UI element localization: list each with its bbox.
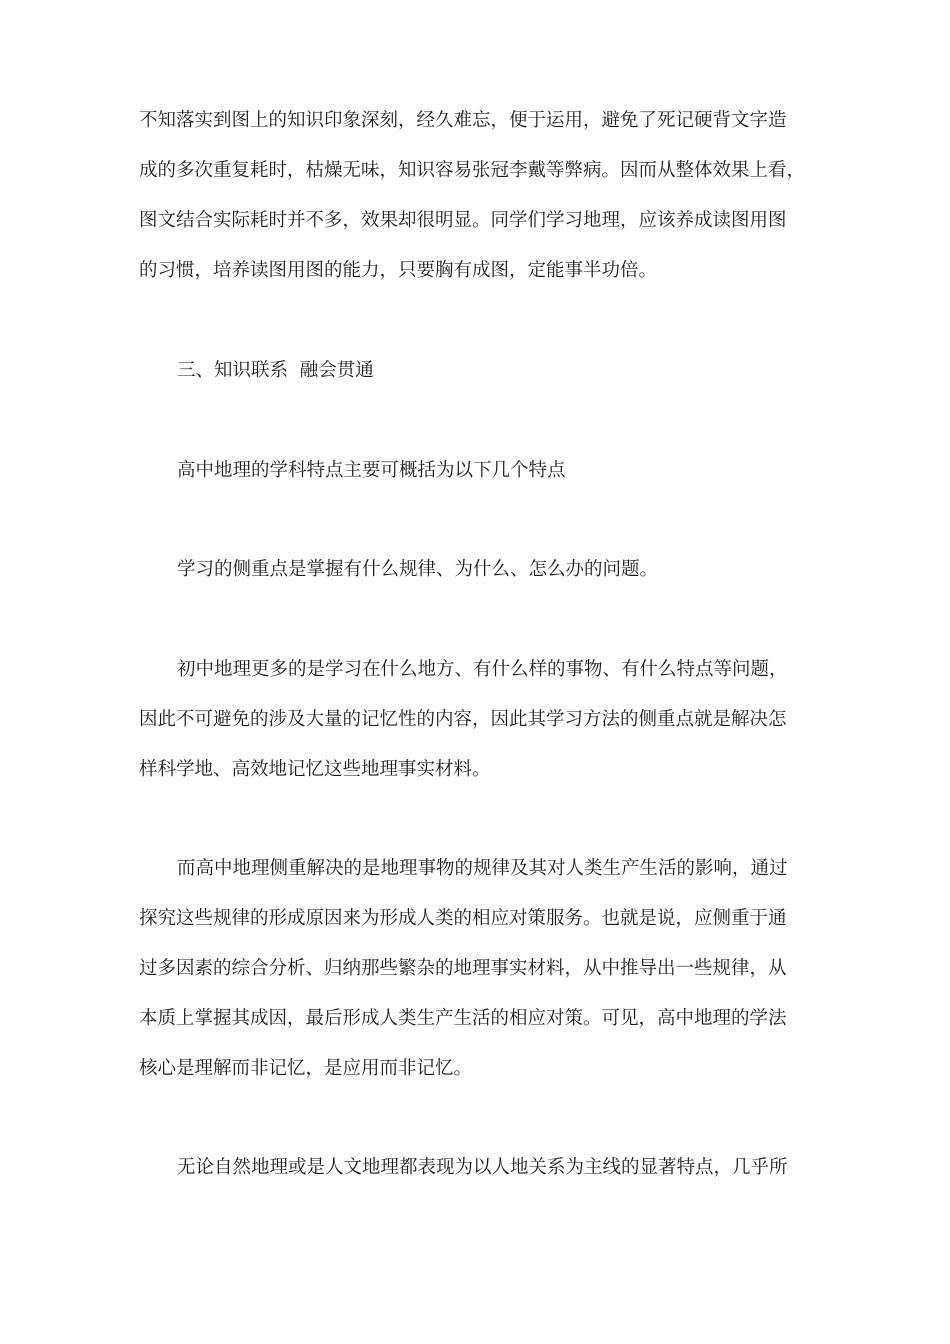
text-line: 核心是理解而非记忆，是应用而非记忆。 [139, 1058, 473, 1079]
text-line: 成的多次重复耗时，枯燥无味，知识容易张冠李戴等弊病。因而从整体效果上看， [139, 160, 806, 181]
text-line: 样科学地、高效地记忆这些地理事实材料。 [139, 759, 491, 780]
paragraph-learning-focus [139, 545, 815, 595]
paragraph-subject-features [139, 446, 815, 496]
text-line: 过多因素的综合分析、归纳那些繁杂的地理事实材料，从中推导出一些规律，从 [139, 958, 787, 979]
text-line: 不知落实到图上的知识印象深刻，经久难忘，便于运用，避免了死记硬背文字造 [139, 110, 787, 131]
text-line: 学习的侧重点是掌握有什么规律、为什么、怎么办的问题。 [177, 559, 659, 580]
text-line: 图文结合实际耗时并不多，效果却很明显。同学们学习地理，应该养成读图用图 [139, 210, 787, 231]
text-line: 初中地理更多的是学习在什么地方、有什么样的事物、有什么特点等问题， [177, 659, 788, 680]
text-line: 无论自然地理或是人文地理都表现为以人地关系为主线的显著特点，几乎所 [177, 1157, 788, 1178]
paragraph-senior-geography [139, 844, 815, 1094]
text-line: 本质上掌握其成因，最后形成人类生产生活的相应对策。可见，高中地理的学法 [139, 1008, 787, 1029]
text-line: 高中地理的学科特点主要可概括为以下几个特点 [177, 460, 566, 481]
paragraph-map-study-conclusion [139, 96, 815, 296]
text-line: 探究这些规律的形成原因来为形成人类的相应对策服务。也就是说，应侧重于通 [139, 908, 787, 929]
heading-line: 三、知识联系 融会贯通 [177, 360, 374, 381]
text-line: 而高中地理侧重解决的是地理事物的规律及其对人类生产生活的影响，通过 [177, 858, 788, 879]
section-heading-3 [139, 346, 815, 396]
paragraph-human-land-relation [139, 1143, 815, 1193]
text-line: 因此不可避免的涉及大量的记忆性的内容，因此其学习方法的侧重点就是解决怎 [139, 709, 787, 730]
paragraph-junior-geography [139, 645, 815, 795]
text-line: 的习惯，培养读图用图的能力，只要胸有成图，定能事半功倍。 [139, 260, 658, 281]
